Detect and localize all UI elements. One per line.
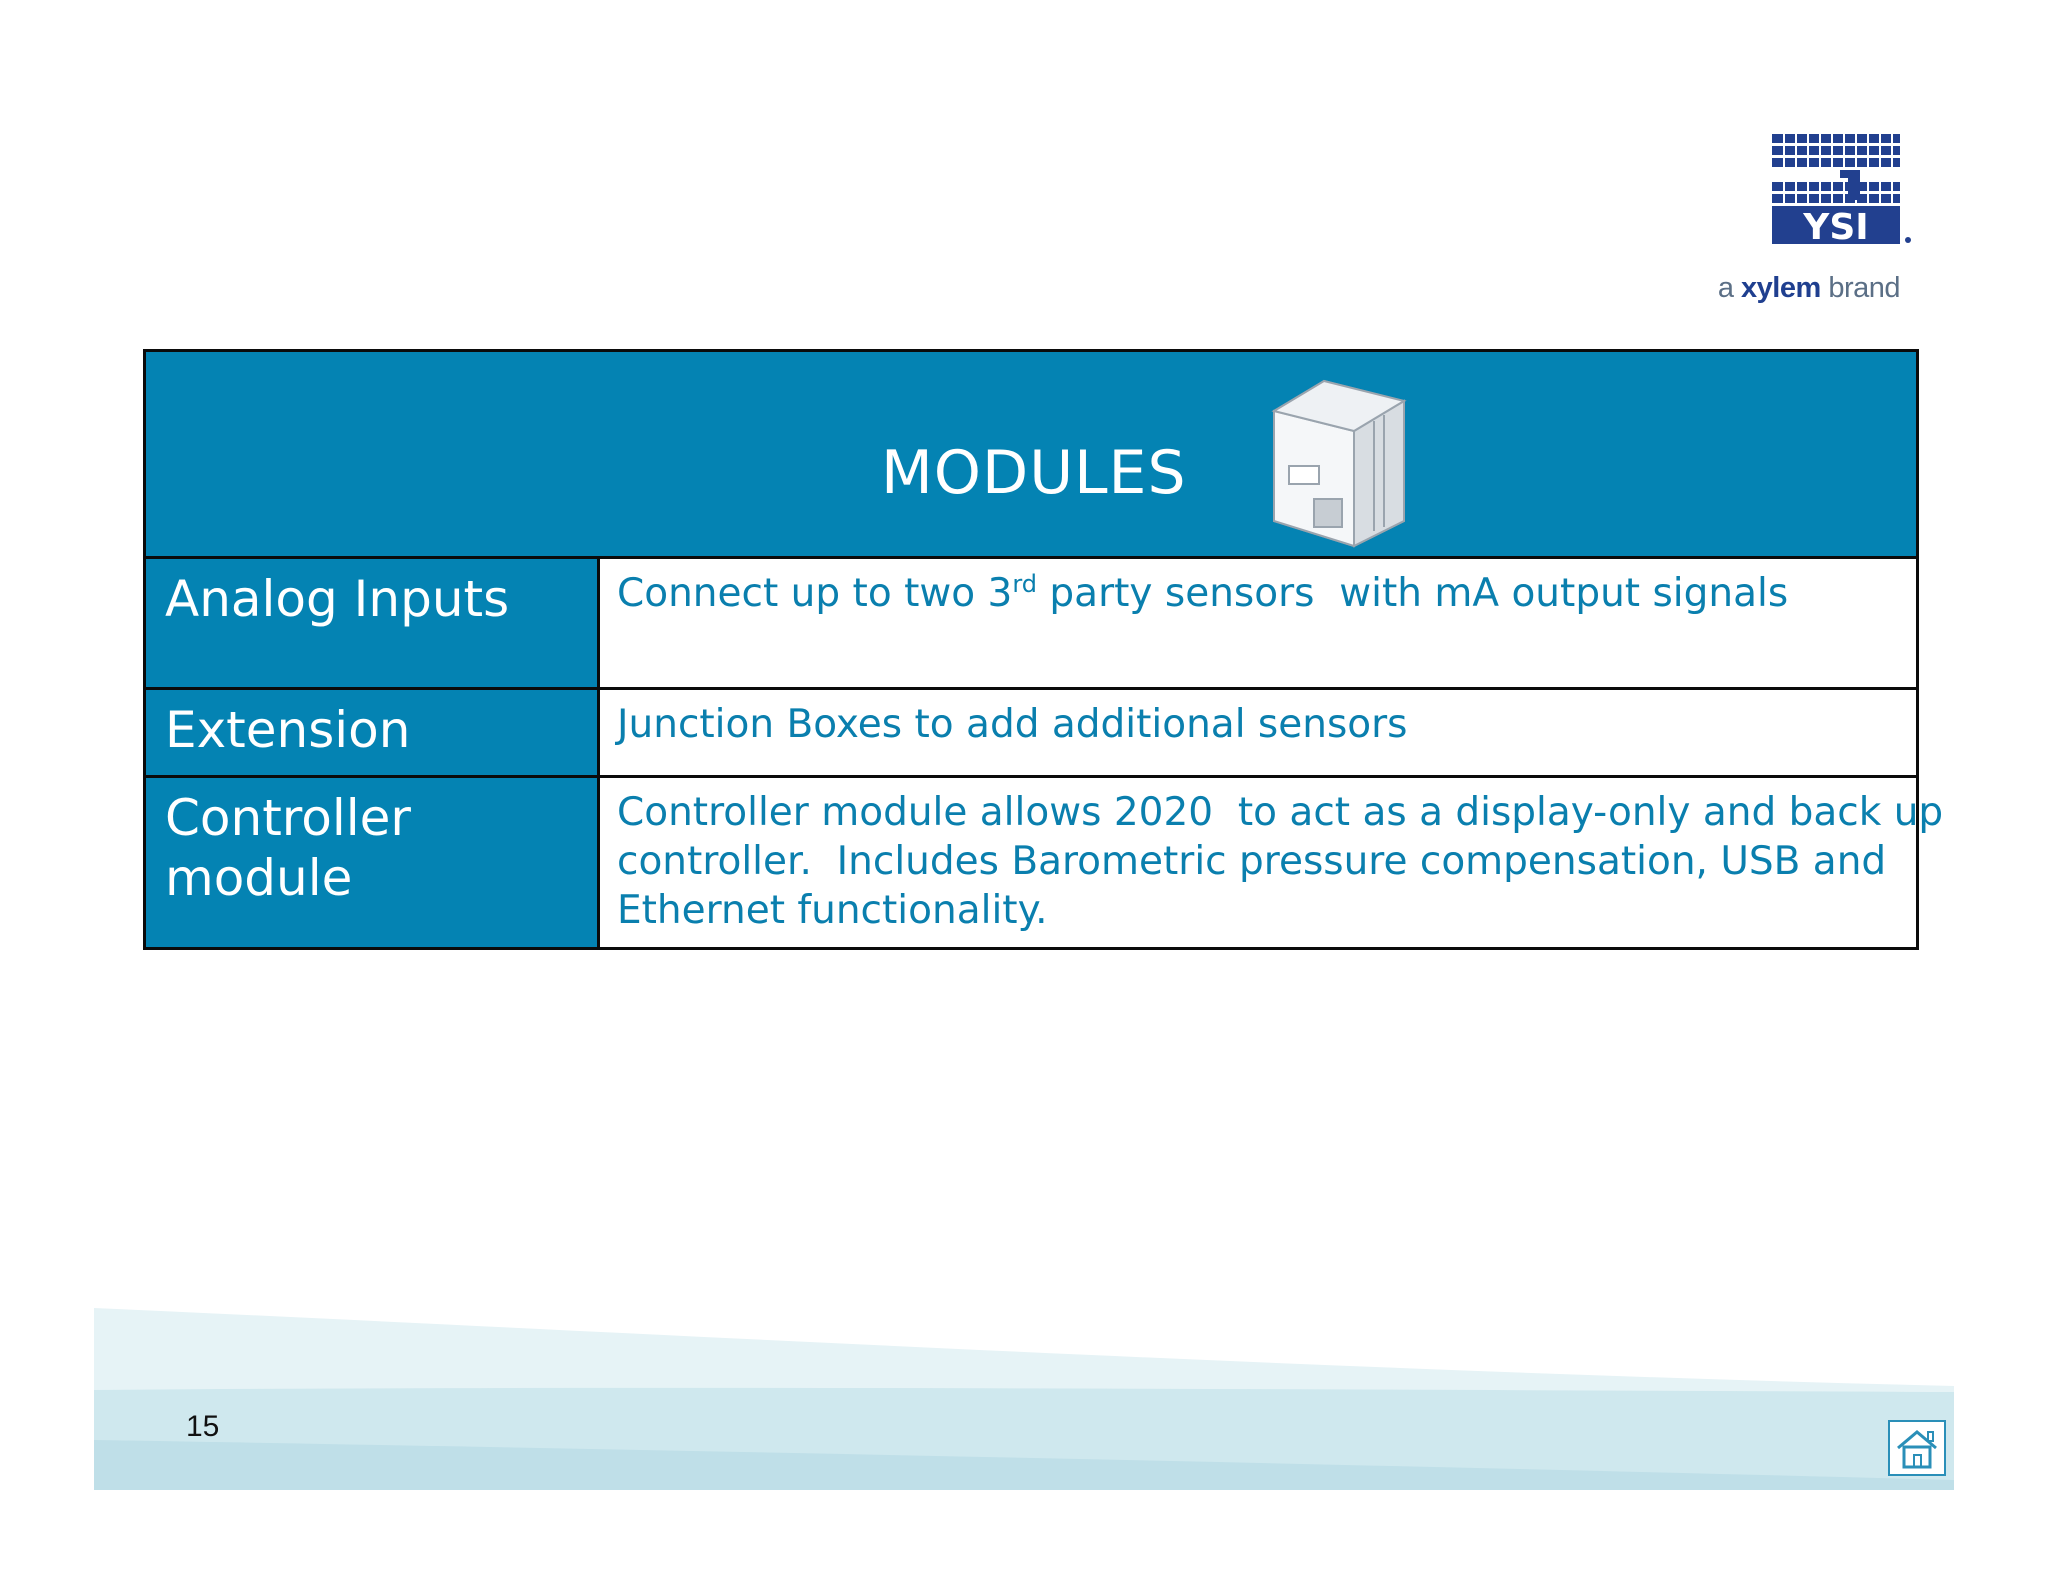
- table-title: MODULES: [881, 438, 1187, 508]
- footer-wave-decoration: [94, 1300, 1954, 1490]
- table-row: [146, 690, 1916, 778]
- svg-text:YSI: YSI: [1803, 207, 1869, 248]
- row-description: Controller module allows 2020 to act as a display-only and back up controller. Includes Barometric pressure compensation, USB and Ethernet functionality.: [600, 778, 1916, 947]
- row-label: Extension: [146, 690, 600, 775]
- table-row: [146, 778, 1944, 947]
- home-icon[interactable]: [1888, 1420, 1946, 1476]
- controller-module-device-image: [1254, 371, 1414, 551]
- logo-tagline: a xylem brand: [1717, 272, 1900, 304]
- row-label: Analog Inputs: [146, 559, 600, 687]
- row-label: Controller module: [146, 778, 600, 947]
- modules-table: [143, 349, 1944, 950]
- table-row: [146, 559, 1916, 690]
- page-number: 15: [186, 1410, 220, 1443]
- table-header: [146, 352, 1916, 559]
- row-description: Junction Boxes to add additional sensors: [600, 690, 1916, 775]
- row-description: Connect up to two 3rd party sensors with mA output signals: [600, 559, 1916, 687]
